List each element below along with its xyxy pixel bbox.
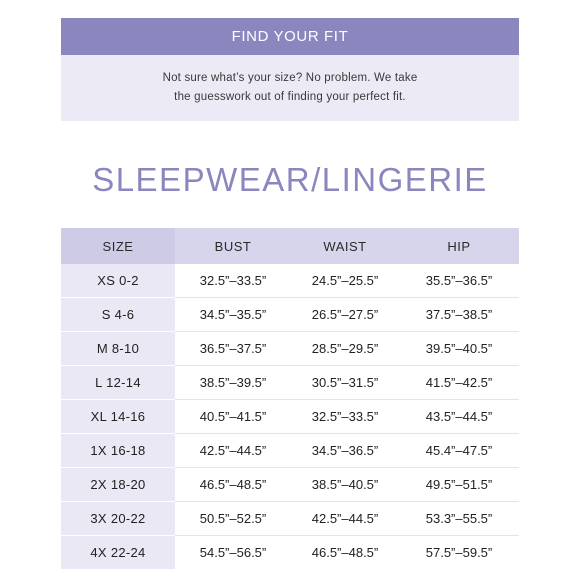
page-title: SLEEPWEAR/LINGERIE <box>92 161 488 198</box>
table-row <box>61 536 519 570</box>
find-your-fit-description <box>61 55 519 121</box>
table-row <box>61 468 519 502</box>
size-cell: 1X 16-18 <box>61 434 175 468</box>
hip-cell: 57.5”–59.5” <box>425 545 493 560</box>
table-row <box>61 298 519 332</box>
waist-cell: 32.5”–33.5” <box>291 400 399 434</box>
size-cell: 4X 22-24 <box>61 536 175 570</box>
column-header-waist: WAIST <box>291 228 399 264</box>
hip-cell: 45.4”–47.5” <box>399 434 519 468</box>
waist-cell: 26.5”–27.5” <box>291 298 399 332</box>
size-cell: S 4-6 <box>61 298 175 332</box>
column-header-size: SIZE <box>61 228 175 264</box>
hip-cell: 37.5”–38.5” <box>399 298 519 332</box>
hip-cell: 35.5”–36.5” <box>399 264 519 298</box>
table-row <box>61 332 519 366</box>
hip-cell: 41.5”–42.5” <box>399 366 519 400</box>
column-header-bust: BUST <box>175 228 291 264</box>
bust-cell: 50.5”–52.5” <box>175 502 291 536</box>
column-header-hip: HIP <box>399 228 519 264</box>
table-row <box>61 400 519 434</box>
hip-cell: 43.5”–44.5” <box>399 400 519 434</box>
table-row <box>61 264 519 298</box>
hip-cell: 39.5”–40.5” <box>399 332 519 366</box>
size-cell: XL 14-16 <box>61 400 175 434</box>
find-your-fit-title: FIND YOUR FIT <box>61 18 519 55</box>
table-row <box>61 434 519 468</box>
waist-cell: 28.5”–29.5” <box>291 332 399 366</box>
hip-cell: 49.5”–51.5” <box>399 468 519 502</box>
bust-cell: 42.5”–44.5” <box>175 434 291 468</box>
waist-cell: 42.5”–44.5” <box>291 502 399 536</box>
bust-cell: 34.5”–35.5” <box>175 298 291 332</box>
size-cell: M 8-10 <box>61 332 175 366</box>
waist-cell: 24.5”–25.5” <box>291 264 399 298</box>
size-chart-table <box>61 228 519 569</box>
table-row <box>61 502 519 536</box>
size-cell: 3X 20-22 <box>61 502 175 536</box>
bust-cell: 38.5”–39.5” <box>175 366 291 400</box>
waist-cell: 38.5”–40.5” <box>291 468 399 502</box>
table-row <box>61 366 519 400</box>
bust-cell: 46.5”–48.5” <box>175 468 291 502</box>
waist-cell: 30.5”–31.5” <box>291 366 399 400</box>
size-cell: 2X 18-20 <box>61 468 175 502</box>
size-cell: XS 0-2 <box>61 264 175 298</box>
fit-description-line-2: the guesswork out of finding your perfect fit. <box>174 91 406 103</box>
table-header-row <box>61 228 519 264</box>
bust-cell: 36.5”–37.5” <box>175 332 291 366</box>
waist-cell: 46.5”–48.5” <box>311 545 379 560</box>
fit-description-line-1: Not sure what’s your size? No problem. We take <box>162 72 418 84</box>
size-cell: L 12-14 <box>61 366 175 400</box>
hip-cell: 53.3”–55.5” <box>399 502 519 536</box>
bust-cell: 54.5”–56.5” <box>199 545 267 560</box>
bust-cell: 32.5”–33.5” <box>175 264 291 298</box>
waist-cell: 34.5”–36.5” <box>291 434 399 468</box>
bust-cell: 40.5”–41.5” <box>175 400 291 434</box>
